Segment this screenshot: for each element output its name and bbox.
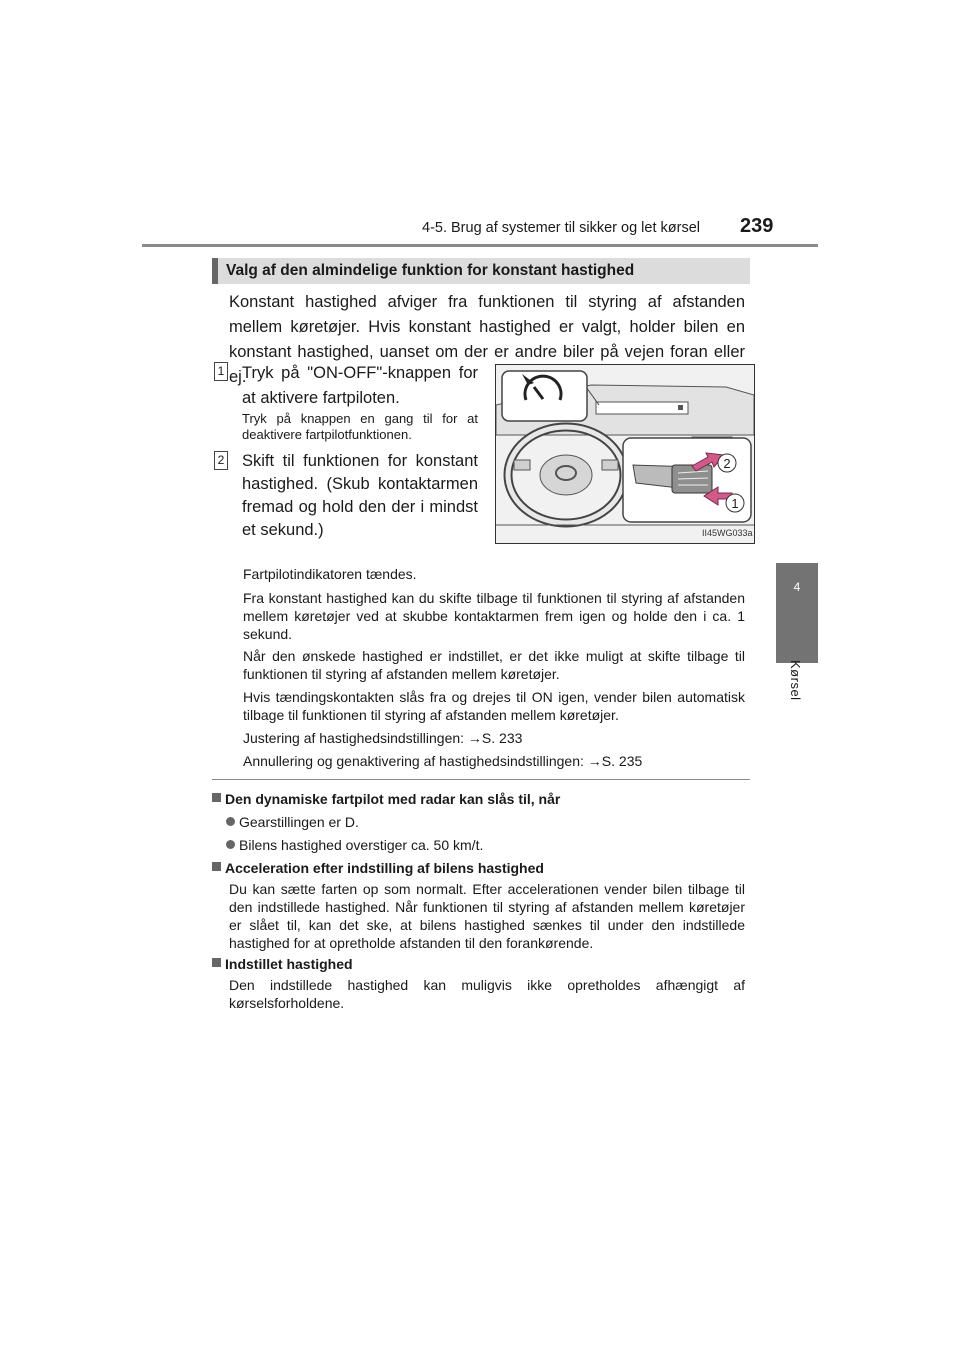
square-bullet-icon bbox=[212, 958, 221, 967]
figure-code: II45WG033a bbox=[702, 528, 753, 538]
intro-paragraph: Konstant hastighed afviger fra funktionen til styring af afstanden mellem køretøjer. Hvis konstant hastighed er valgt, holder bilen en konstant hastighed, uanset om der er andre biler på vejen foran eller ej. bbox=[229, 293, 745, 386]
subheading-1: Den dynamiske fartpilot med radar kan slås til, når bbox=[212, 790, 752, 808]
note-2: Fra konstant hastighed kan du skifte tilbage til funktionen til styring af afstanden mellem køretøjer ved at skubbe kontaktarmen frem igen og holde den i ca. 1 sekund. bbox=[243, 590, 745, 642]
note-4: Hvis tændingskontakten slås fra og drejes til ON igen, vender bilen automatisk tilbage til funktionen til styring af afstanden mellem køretøjer. bbox=[243, 689, 745, 723]
dashboard-illustration bbox=[496, 365, 754, 543]
note-1: Fartpilotindikatoren tændes. bbox=[243, 566, 417, 582]
square-bullet-icon bbox=[212, 793, 221, 802]
bullet-1: Gearstillingen er D. bbox=[226, 813, 359, 831]
circle-bullet-icon bbox=[226, 817, 235, 826]
step-1-note: Tryk på knappen en gang til for at deaktivere fartpilotfunktionen. bbox=[242, 411, 478, 442]
step-number-1: 1 bbox=[214, 362, 228, 381]
callout-2-label: 2 bbox=[723, 456, 731, 471]
note-3: Når den ønskede hastighed er indstillet, er det ikke muligt at skifte tilbage til funktionen til styring af afstanden mellem køretøjer. bbox=[243, 648, 745, 682]
callout-1-label: 1 bbox=[731, 496, 739, 511]
note-6: Annullering og genaktivering af hastighedsindstillingen: →S. 235 bbox=[243, 753, 643, 769]
chapter-number: 4 bbox=[793, 580, 801, 594]
section-divider bbox=[212, 779, 750, 780]
header-section-title: 4-5. Brug af systemer til sikker og let kørsel bbox=[422, 220, 700, 236]
bullet-2: Bilens hastighed overstiger ca. 50 km/t. bbox=[226, 836, 483, 854]
subheading-2: Acceleration efter indstilling af bilens hastighed bbox=[212, 859, 752, 877]
note-5: Justering af hastighedsindstillingen: →S. 233 bbox=[243, 730, 523, 746]
paragraph-3: Den indstillede hastighed kan muligvis ikke opretholdes afhængigt af kørselsforholdene. bbox=[229, 977, 745, 1011]
chapter-label: Kørsel bbox=[788, 660, 803, 701]
subheading-3: Indstillet hastighed bbox=[212, 955, 752, 973]
circle-bullet-icon bbox=[226, 840, 235, 849]
section-title: Valg af den almindelige funktion for konstant hastighed bbox=[226, 262, 635, 279]
step-number-2: 2 bbox=[214, 451, 228, 470]
paragraph-2: Du kan sætte farten op som normalt. Efter accelerationen vender bilen tilbage til den indstillede hastighed. Når funktionen til styring af afstanden mellem køretøjer er slået til, kan det ske, at bilens hastighed sænkes til under den indstillede hastighed for at opretholde afstanden til den forankørende. bbox=[229, 881, 745, 951]
cruise-control-figure bbox=[495, 364, 755, 544]
cruise-indicator-callout bbox=[502, 371, 587, 421]
chapter-tab bbox=[776, 563, 818, 663]
header-rule bbox=[142, 244, 818, 247]
step-2-text: Skift til funktionen for konstant hastighed. (Skub kontaktarmen fremad og hold den der i mindst et sekund.) bbox=[242, 452, 478, 539]
square-bullet-icon bbox=[212, 862, 221, 871]
step-1-text: Tryk på "ON-OFF"-knappen for at aktivere fartpiloten. bbox=[242, 364, 478, 407]
page-number: 239 bbox=[740, 215, 774, 237]
